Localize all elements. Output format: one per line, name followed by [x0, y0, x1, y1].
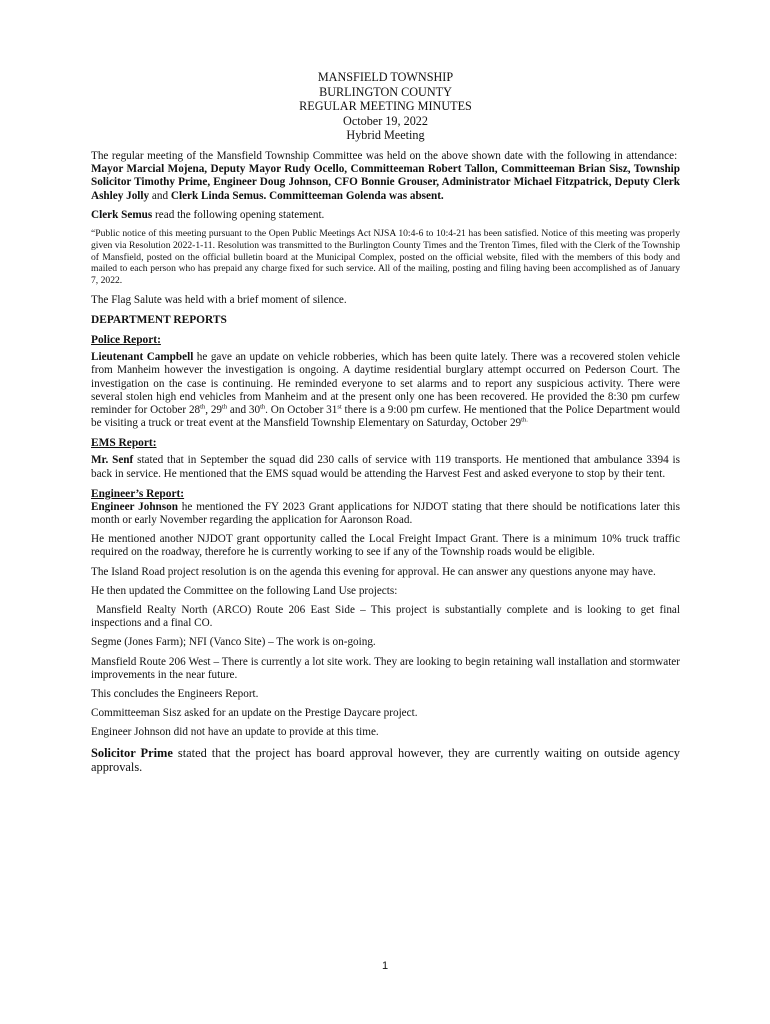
opening-text: read the following opening statement.	[155, 208, 325, 221]
engineer-paragraph-6: Segme (Jones Farm); NFI (Vanco Site) – The work is on-going.	[91, 636, 376, 649]
police-sup-3: th	[260, 403, 266, 411]
police-report-heading	[91, 333, 680, 347]
engineer-speaker: Engineer Johnson	[91, 500, 178, 513]
engineer-paragraph-7: Mansfield Route 206 West – There is currently a lot site work. They are looking to begin retaining wall installation and stormwater improvements in the near future.	[91, 655, 680, 681]
police-sup-4: st	[337, 403, 342, 411]
engineer-paragraph-8: This concludes the Engineers Report.	[91, 688, 259, 701]
attendance-intro: The regular meeting of the Mansfield Township Committee was held on the above shown date with the following in attendance:	[91, 149, 678, 162]
police-sup-2: th	[222, 403, 228, 411]
police-sup-5: th.	[521, 416, 528, 424]
engineer-report-paragraph	[91, 501, 680, 527]
engineer-paragraph-10: Engineer Johnson did not have an update to provide at this time.	[91, 726, 379, 739]
header-date: October 19, 2022	[343, 113, 428, 128]
ems-report-heading: EMS Report:	[91, 437, 157, 450]
document-page	[91, 70, 683, 780]
opening-speaker: Clerk Semus	[91, 208, 153, 221]
header-county: BURLINGTON COUNTY	[319, 84, 452, 99]
engineer-paragraph-3: The Island Road project resolution is on the agenda this evening for approval. He can answer any questions anyone may have.	[91, 565, 656, 578]
department-reports-heading: DEPARTMENT REPORTS	[91, 314, 227, 327]
engineer-report-heading: Engineer’s Report:	[91, 487, 185, 500]
engineer-paragraph-9: Committeeman Sisz asked for an update on the Prestige Daycare project.	[91, 707, 418, 720]
attendance-names: Mayor Marcial Mojena, Deputy Mayor Rudy Ocello, Committeeman Robert Tallon, Committeeman Brian Sisz, Township Solicitor Timothy Prime, Engineer Doug Johnson, CFO Bonnie Grouser, Administrator Michael Fitzpatrick, Deputy Clerk Ashley Jolly	[91, 163, 680, 202]
solicitor-speaker: Solicitor Prime	[91, 745, 173, 760]
solicitor-paragraph	[91, 746, 680, 775]
opening-statement: “Public notice of this meeting pursuant to the Open Public Meetings Act NJSA 10:4-6 to 10:4-21 has been satisfied. Notice of this meeting was properly given via Resolution 2022-1-11. Resolution was transmitted to the Burlington County Times and the Trenton Times, filed with the Clerk of the Township of Mansfield, posted on the official bulletin board at the Municipal Complex, posted on the official website, filed with the members of this body and mailed to each person who has prepaid any charge fixed for such service. All of the mailing, posting and filing having been accomplished as of January 7, 2022.	[91, 227, 680, 287]
opening-paragraph	[91, 209, 680, 222]
header-title: REGULAR MEETING MINUTES	[299, 99, 472, 114]
header-township: MANSFIELD TOWNSHIP	[317, 70, 454, 84]
police-text-3: and 30	[227, 403, 261, 416]
page-number: 1	[381, 960, 389, 972]
solicitor-text: stated that the project has board approval however, they are currently waiting on outside agency approvals.	[91, 745, 680, 775]
police-heading-colon: :	[157, 334, 161, 347]
police-text-5: there is a 9:00 pm curfew. He mentioned that the Police Department would be visiting a truck or treat event at the Mansfield Township Elementary on Saturday, October 29	[91, 403, 680, 430]
ems-report-paragraph	[91, 454, 680, 480]
flag-salute: The Flag Salute was held with a brief moment of silence.	[91, 293, 347, 306]
police-text-1: he gave an update on vehicle robberies, which has been quite lately. There was a recovered stolen vehicle from Manheim however the investigation is ongoing. A daytime residential burglary attempt occurred on Pederson Court. The investigation on the case is continuing. He reminded everyone to set alarms and to report any suspicious activity. There were several stolen high end vehicles from Manheim and at the present only one has been recovered. He provided the 8:30 pm curfew reminder for October 28	[91, 351, 680, 416]
attendance-names-2: Clerk Linda Semus. Committeeman Golenda was absent.	[170, 189, 444, 202]
document-header	[91, 70, 680, 143]
police-text-4: . On October 31	[265, 403, 338, 416]
engineer-paragraph-5: Mansfield Realty North (ARCO) Route 206 East Side – This project is substantially complete and is looking to get final inspections and a final CO.	[91, 604, 683, 630]
engineer-paragraph-4: He then updated the Committee on the following Land Use projects:	[91, 584, 398, 597]
police-text-2: , 29	[205, 403, 223, 416]
engineer-text: he mentioned the FY 2023 Grant applications for NJDOT stating that there should be notifications later this month or early November regarding the application for Aaronson Road.	[91, 500, 681, 526]
police-report-paragraph	[91, 351, 680, 430]
police-sup-1: th	[200, 403, 206, 411]
attendance-paragraph	[91, 150, 680, 203]
ems-speaker: Mr. Senf	[91, 454, 134, 467]
header-meeting-type: Hybrid Meeting	[346, 128, 425, 143]
police-speaker: Lieutenant Campbell	[91, 351, 194, 364]
attendance-and: and	[151, 189, 169, 202]
ems-text: stated that in September the squad did 230 calls of service with 119 transports. He mentioned that ambulance 3394 is back in service. He mentioned that the EMS squad would be attending the Harvest Fest and asked everyone to stop by their tent.	[91, 454, 680, 480]
police-heading-text: Police Report	[91, 334, 158, 347]
engineer-paragraph-2: He mentioned another NJDOT grant opportunity called the Local Freight Impact Grant. There is a minimum 10% truck traffic required on the roadway, therefore he is currently working to see if any of the Township roads would be eligible.	[91, 533, 680, 559]
